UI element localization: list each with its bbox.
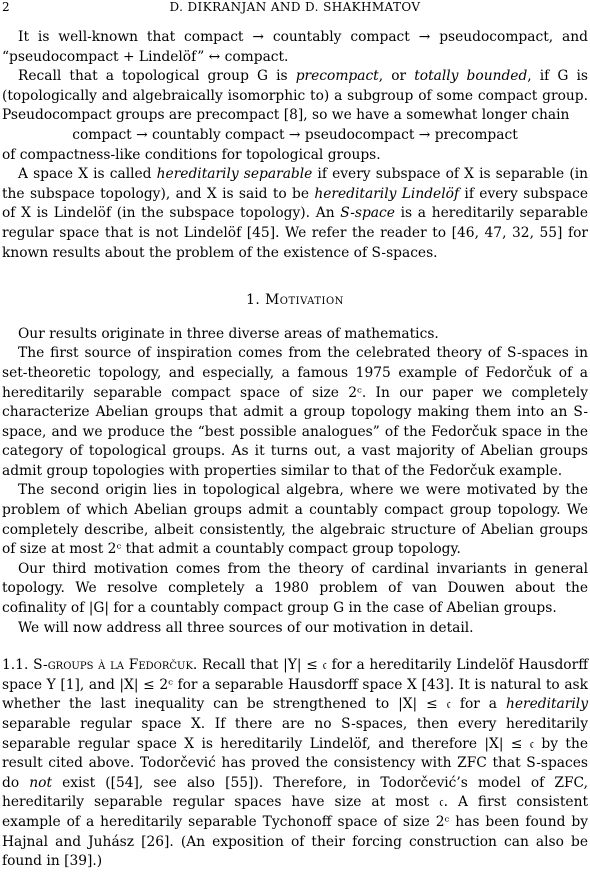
text-span: , or <box>378 68 415 85</box>
text-span: Recall that a topological group G is <box>18 68 296 85</box>
text-span: separable regular space X. If there are no S-spaces, then every hereditarily separable regular space X is hereditarily Lindelöf, and therefore |X| ≤ 𝔠 by the result cited above. Todorčević has proved the consistency with ZFC that S-spaces do <box>2 716 588 791</box>
display-chain: compact → countably compact → pseudocompact → precompact <box>72 126 518 143</box>
text-span: exist ([54], see also [55]). Therefore, in Todorčević’s model of ZFC, hereditarily separable regular spaces have size at most 𝔠. A first consistent example of a hereditarily separable Tychonoff space of size 2ᶜ has been found by Hajnal and Juhász [26]. (An exposition of their forcing construction can also be found in [39].) <box>2 774 589 870</box>
section-paragraph-2: The first source of inspiration comes from the celebrated theory of S-spaces in set-theoretic topology, and especially, a famous 1975 example of Fedorčuk of a hereditarily separable compact space of size 2ᶜ. In our paper we completely characterize Abelian groups that admit a group topology making them into an S-space, and we produce the “best possible analogues” of the Fedorčuk space in the category of topological groups. As it turns out, a vast majority of Abelian groups admit group topologies with properties similar to that of the Fedorčuk example. <box>2 345 588 479</box>
intro-paragraph-2-continued: of compactness-like conditions for topological groups. <box>2 146 381 163</box>
section-paragraph-1: Our results originate in three diverse areas of mathematics. <box>18 325 439 342</box>
text-span: if every subspace of X is Lindelöf (in the subspace topology). An <box>2 185 588 222</box>
term-hereditarily-lindelof: hereditarily Lindelöf <box>314 185 460 202</box>
intro-paragraph-3 <box>2 165 588 263</box>
page-number: 2 <box>2 0 10 14</box>
subsection-paragraph <box>2 656 588 872</box>
text-span: is a hereditarily separable regular space that is not Lindelöf [45]. We refer the reader to [46, 47, 32, 55] for known results about the problem of the existence of S-spaces. <box>2 205 588 261</box>
term-s-space: S-space <box>340 205 395 222</box>
running-head: D. DIKRANJAN AND D. SHAKHMATOV <box>169 0 421 14</box>
text-span: Recall that |Y| ≤ 𝔠 for a hereditarily Lindelöf Hausdorff space Y [1], and |X| ≤ 2ᶜ for a separable Hausdorff space X [43]. It is natural to ask whether the last inequality can be strengthened to |X| ≤ 𝔠 for a <box>2 657 589 713</box>
page-header <box>0 0 590 20</box>
term-hereditarily: hereditarily <box>505 696 588 713</box>
body-text <box>2 28 588 872</box>
section-paragraph-5: We will now address all three sources of our motivation in detail. <box>18 619 474 636</box>
term-totally-bounded: totally bounded <box>414 68 528 85</box>
term-precompact: precompact <box>295 68 379 85</box>
intro-paragraph-2 <box>2 67 588 126</box>
section-paragraph-4: Our third motivation comes from the theory of cardinal invariants in general topology. We resolve completely a 1980 problem of van Douwen about the cofinality of |G| for a countably compact group G in the case of Abelian groups. <box>2 560 588 617</box>
section-heading: 1. Motivation <box>246 292 344 309</box>
term-hereditarily-separable: hereditarily separable <box>156 166 313 183</box>
text-span: , if G is (topologically and algebraically isomorphic to) a subgroup of some compact group. Pseudocompact groups are precompact [8], so we have a somewhat longer chain <box>2 68 588 124</box>
subsection-heading: 1.1. S-groups à la Fedorčuk. <box>2 657 198 674</box>
intro-paragraph-1: It is well-known that compact → countably compact → pseudocompact, and “pseudocompact + Lindelöf” ↔ compact. <box>2 29 588 65</box>
term-not: not <box>29 774 53 791</box>
section-paragraph-3: The second origin lies in topological algebra, where we were motivated by the problem of which Abelian groups admit a countably compact group topology. We completely describe, albeit consistently, the algebraic structure of Abelian groups of size at most 2ᶜ that admit a countably compact group topology. <box>2 482 588 558</box>
text-span: if every subspace of X is separable (in the subspace topology), and X is said to be <box>2 166 589 202</box>
text-span: A space X is called <box>18 166 157 183</box>
